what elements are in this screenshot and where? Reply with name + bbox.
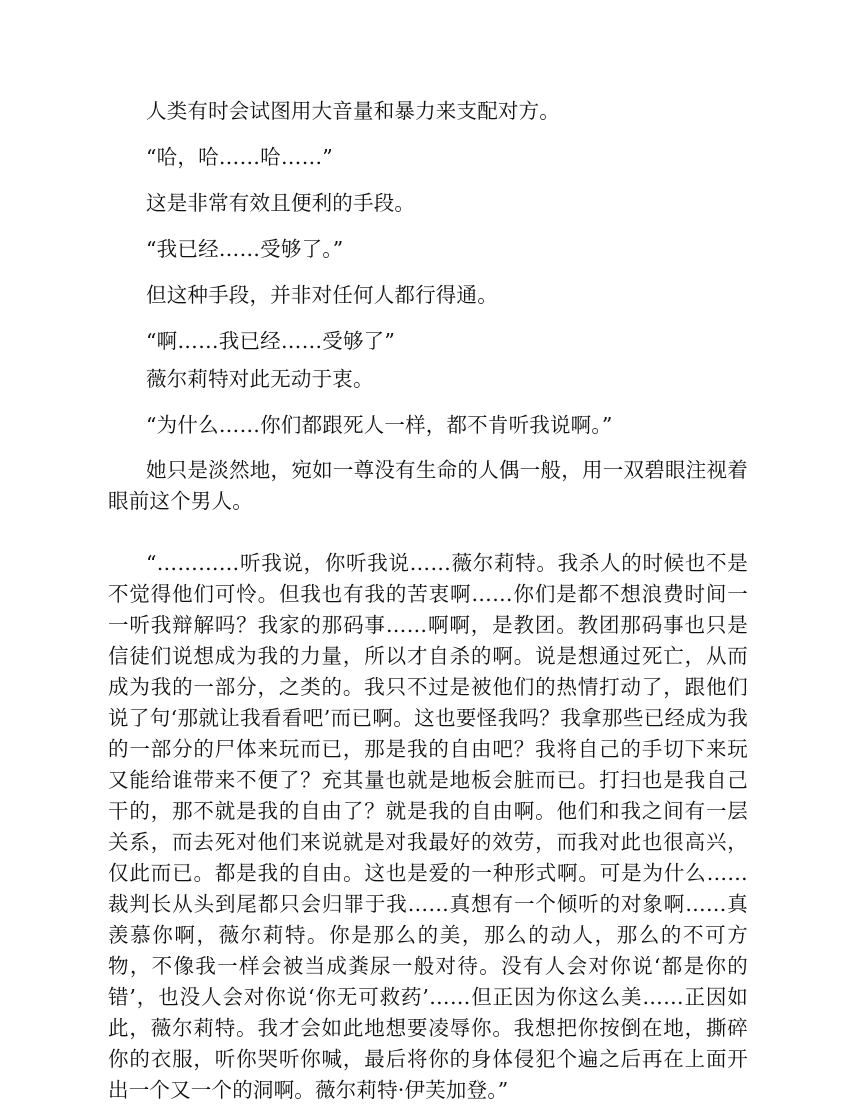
paragraph-10: “…………听我说，你听我说……薇尔莉特。我杀人的时候也不是不觉得他们可怜。但我也有我的苦衷啊……你们是都不想浪费时间一一听我辩解吗？我家的那码事……啊啊，是教团。教团那码事也只是信徒们说想成为我的力量，所以才自杀的啊。说是想通过死亡，从而成为我的一部分，之类的。我只不过是被他们的热情打动了，跟他们说了句‘那就让我看看吧’而已啊。这也要怪我吗？我拿那些已经成为我的一部分的尸体来玩而已，那是我的自由吧？我将自己的手切下来玩又能给谁带来不便了？充其量也就是地板会脏而已。打扫也是我自己干的，那不就是我的自由了？就是我的自由啊。他们和我之间有一层关系，而去死对他们来说就是对我最好的效劳，而我对此也很高兴，仅此而已。都是我的自由。这也是爱的一种形式啊。可是为什么……裁判长从头到尾都只会归罪于我……真想有一个倾听的对象啊……真羡慕你啊，薇尔莉特。你是那么的美，那么的动人，那么的不可方物，不像我一样会被当成粪尿一般对待。没有人会对你说‘都是你的错’，也没人会对你说‘你无可救药’……但正因为你这么美……正因如此，薇尔莉特。我才会如此地想要凌辱你。我想把你按倒在地，撕碎你的衣服，听你哭听你喊，最后将你的身体侵犯个遍之后再在上面开出一个又一个的洞啊。薇尔莉特·伊芙加登。” (108, 551, 748, 1102)
paragraph-3: 这是非常有效且便利的手段。 (146, 191, 416, 215)
paragraph-5: 但这种手段，并非对任何人都行得通。 (146, 283, 498, 307)
paragraph-6: “啊……我已经……受够了” (146, 329, 396, 353)
paragraph-9: 她只是淡然地，宛如一尊没有生命的人偶一般，用一双碧眼注视着眼前这个男人。 (108, 458, 748, 513)
paragraph-4: “我已经……受够了。” (146, 237, 344, 261)
paragraph-7: 薇尔莉特对此无动于衷。 (146, 367, 374, 391)
paragraph-1: 人类有时会试图用大音量和暴力来支配对方。 (146, 99, 560, 123)
paragraph-2: “哈，哈……哈……” (146, 145, 333, 169)
paragraph-8: “为什么……你们都跟死人一样，都不肯听我说啊。” (146, 413, 613, 437)
